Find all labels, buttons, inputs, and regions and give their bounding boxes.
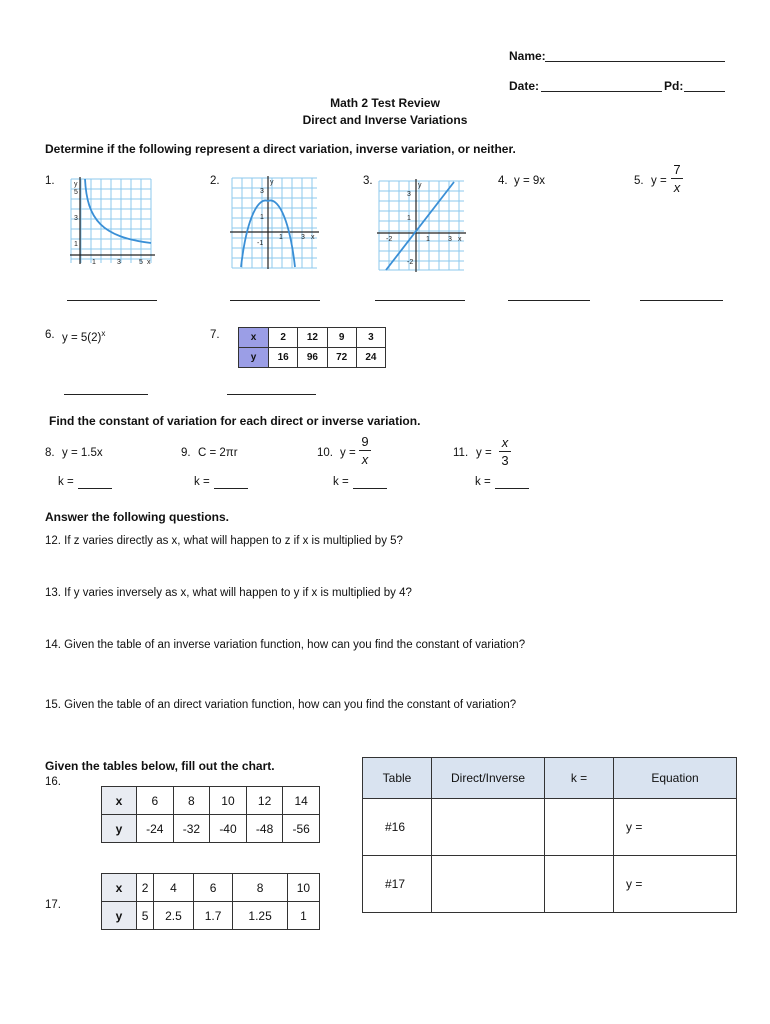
table16-x-cell: 14 [283, 787, 320, 815]
item5-fraction [671, 163, 683, 194]
graph-1-label-3: 1 [74, 241, 78, 248]
item7-table [238, 327, 386, 368]
item9-equation: C = 2πr [198, 447, 238, 459]
item1-number: 1. [45, 175, 55, 187]
chart-row16-direct-inverse[interactable] [432, 799, 545, 856]
item8-number: 8. [45, 447, 55, 459]
section4-instruction: Given the tables below, fill out the chart. [45, 759, 275, 773]
item6-equation-text: y = 5(2) [62, 331, 102, 344]
table16-y-cell: -40 [210, 815, 247, 843]
item3-number: 3. [363, 175, 373, 187]
item11-equation: y = [476, 447, 492, 459]
table17-y-cell: 2.5 [154, 902, 194, 930]
graph-2-label-6: x [311, 234, 315, 241]
table16-x-header: x [102, 787, 137, 815]
graph-1 [67, 175, 157, 268]
graph-2-label-5: 3 [301, 234, 305, 241]
question-12: 12. If z varies directly as x, what will happen to z if x is multiplied by 5? [45, 535, 403, 547]
item7-x-cell: 12 [298, 328, 327, 348]
graph-1-label-5: 3 [117, 259, 121, 266]
item9-number: 9. [181, 447, 191, 459]
answer-blank-2[interactable] [230, 300, 320, 301]
question-13: 13. If y varies inversely as x, what will happen to y if x is multiplied by 4? [45, 587, 412, 599]
graph-3-label-0: y [418, 182, 422, 189]
item10-numerator: 9 [361, 434, 369, 449]
table16-x-cell: 6 [137, 787, 174, 815]
pd-blank[interactable] [684, 91, 725, 92]
pd-label: Pd: [664, 79, 684, 93]
item11-number: 11. [453, 447, 469, 459]
table-17 [101, 873, 320, 930]
item10-number: 10. [317, 447, 333, 459]
chart-header-k: k = [545, 758, 614, 799]
item7-y-cell: 72 [327, 348, 356, 368]
chart-row16-equation[interactable]: y = [614, 799, 737, 856]
graph-3-label-7: -2 [407, 259, 414, 266]
table16-y-cell: -56 [283, 815, 320, 843]
table17-x-cell: 6 [193, 874, 233, 902]
item5-denominator: x [673, 180, 681, 195]
item10-fraction [359, 435, 371, 466]
date-blank[interactable] [541, 91, 662, 92]
item4-number: 4. [498, 175, 508, 187]
item9-k-blank[interactable] [214, 488, 248, 489]
chart-header-equation: Equation [614, 758, 737, 799]
table16-x-cell: 8 [173, 787, 210, 815]
table17-x-header: x [102, 874, 137, 902]
date-label: Date: [509, 79, 540, 93]
item10-k-blank[interactable] [353, 488, 387, 489]
item9-k-label: k = [194, 476, 210, 488]
graph-3-label-4: 1 [426, 236, 430, 243]
item7-x-header: x [239, 328, 269, 348]
table17-number: 17. [45, 899, 61, 911]
table16-number: 16. [45, 776, 61, 788]
item10-denominator: x [361, 452, 369, 467]
table16-y-cell: -32 [173, 815, 210, 843]
table17-x-cell: 10 [287, 874, 319, 902]
graph-2-label-0: y [270, 179, 274, 186]
item7-y-cell: 24 [356, 348, 385, 368]
item10-k-label: k = [333, 476, 349, 488]
item5-number: 5. [634, 175, 644, 187]
item7-x-cell: 2 [269, 328, 298, 348]
item11-fraction [499, 436, 511, 467]
graph-3-label-2: 1 [407, 215, 411, 222]
table-16 [101, 786, 320, 843]
chart-header-direct-inverse: Direct/Inverse [432, 758, 545, 799]
question-15: 15. Given the table of an direct variation function, how can you find the constant of variation? [45, 699, 517, 711]
table17-y-cell: 5 [137, 902, 154, 930]
item11-k-blank[interactable] [495, 488, 529, 489]
graph-2-label-3: -1 [257, 240, 264, 247]
graph-1-label-7: x [147, 259, 151, 266]
table17-x-cell: 2 [137, 874, 154, 902]
item7-x-cell: 9 [327, 328, 356, 348]
item4-equation: y = 9x [514, 175, 546, 187]
table16-y-cell: -24 [137, 815, 174, 843]
graph-1-label-6: 5 [139, 259, 143, 266]
item6-equation [62, 329, 105, 344]
item7-x-cell: 3 [356, 328, 385, 348]
table16-y-header: y [102, 815, 137, 843]
chart-row17-table: #17 [363, 856, 432, 913]
chart-row17-equation[interactable]: y = [614, 856, 737, 913]
question-14: 14. Given the table of an inverse variation function, how can you find the constant of variation? [45, 639, 526, 651]
section2-instruction: Find the constant of variation for each direct or inverse variation. [49, 414, 421, 428]
table17-y-cell: 1.7 [193, 902, 233, 930]
item11-k-label: k = [475, 476, 491, 488]
chart-row16-table: #16 [363, 799, 432, 856]
graph-2 [229, 175, 321, 270]
graph-2-label-4: 1 [279, 234, 283, 241]
page-subtitle: Direct and Inverse Variations [302, 113, 468, 127]
chart-row16-k[interactable] [545, 799, 614, 856]
chart-row17-direct-inverse[interactable] [432, 856, 545, 913]
graph-3-label-6: x [458, 236, 462, 243]
item11-denominator: 3 [501, 453, 509, 468]
item5-numerator: 7 [673, 162, 681, 177]
answer-blank-6[interactable] [64, 394, 148, 395]
table16-x-cell: 12 [246, 787, 283, 815]
item10-equation: y = [340, 447, 356, 459]
item8-k-label: k = [58, 476, 74, 488]
answer-blank-3[interactable] [375, 300, 465, 301]
table17-x-cell: 4 [154, 874, 194, 902]
table17-y-cell: 1.25 [233, 902, 288, 930]
graph-1-label-0: y [74, 181, 78, 188]
chart-row17-k[interactable] [545, 856, 614, 913]
answer-blank-7[interactable] [227, 394, 316, 395]
item7-y-cell: 96 [298, 348, 327, 368]
graph-2-label-2: 1 [260, 214, 264, 221]
table17-y-cell: 1 [287, 902, 319, 930]
item7-number: 7. [210, 329, 220, 341]
item6-number: 6. [45, 329, 55, 341]
graph-3-label-3: -2 [386, 236, 393, 243]
graph-1-label-4: 1 [92, 259, 96, 266]
item6-exponent: x [101, 329, 106, 338]
table16-y-cell: -48 [246, 815, 283, 843]
page-title: Math 2 Test Review [330, 96, 440, 110]
item7-y-cell: 16 [269, 348, 298, 368]
table17-y-header: y [102, 902, 137, 930]
graph-1-label-1: 5 [74, 189, 78, 196]
chart-header-table: Table [363, 758, 432, 799]
graph-3-label-1: 3 [407, 191, 411, 198]
section3-instruction: Answer the following questions. [45, 510, 230, 524]
item5-equation: y = [651, 175, 667, 187]
graph-2-label-1: 3 [260, 188, 264, 195]
item8-equation: y = 1.5x [62, 447, 103, 459]
table16-x-cell: 10 [210, 787, 247, 815]
name-blank[interactable] [545, 61, 725, 62]
graph-1-label-2: 3 [74, 215, 78, 222]
answer-blank-1[interactable] [67, 300, 157, 301]
graph-3-label-5: 3 [448, 236, 452, 243]
item2-number: 2. [210, 175, 220, 187]
section1-instruction: Determine if the following represent a direct variation, inverse variation, or neither. [45, 142, 516, 156]
item7-y-header: y [239, 348, 269, 368]
answer-chart [362, 757, 737, 913]
name-label: Name: [509, 49, 546, 63]
graph-3-line [386, 182, 454, 270]
table17-x-cell: 8 [233, 874, 288, 902]
graph-3 [376, 178, 468, 273]
answer-blank-4[interactable] [508, 300, 590, 301]
answer-blank-5[interactable] [640, 300, 723, 301]
item8-k-blank[interactable] [78, 488, 112, 489]
item11-numerator: x [501, 435, 509, 450]
